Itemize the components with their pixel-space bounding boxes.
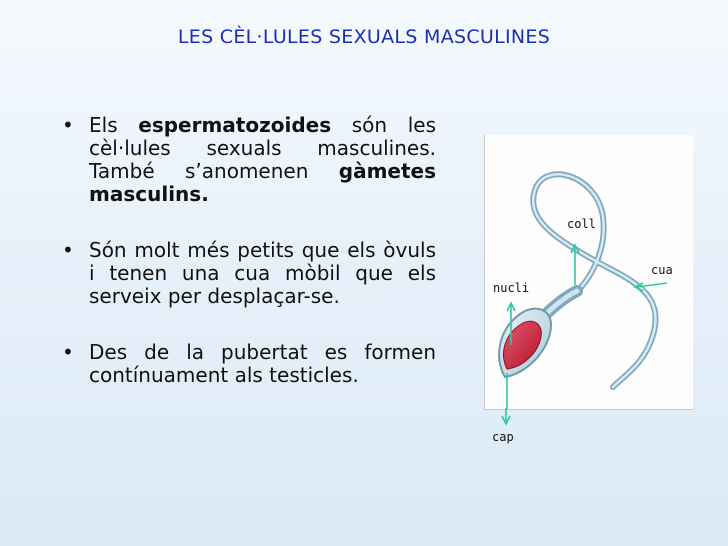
cap-arrow-tail [484,408,514,428]
bullet-text: Des de la pubertat es formen contínuament als testicles. [89,340,436,387]
bullet-item [62,341,436,387]
bullet-text: Els [89,113,139,137]
bullet-marker: • [62,238,74,262]
bullet-marker: • [62,113,74,137]
slide-title: LES CÈL·LULES SEXUALS MASCULINES [177,26,551,48]
label-coll: coll [567,217,596,231]
bullet-bold-term: gàmetes masculins. [89,159,436,206]
label-cap: cap [492,430,514,444]
sperm-figure [484,135,693,410]
sperm-tail-highlight [533,174,655,387]
bullet-list [62,114,436,420]
bullet-bold-term: espermatozoides [138,113,332,137]
sperm-tail [533,174,655,387]
label-nucli: nucli [493,281,530,295]
bullet-text: Són molt més petits que els òvuls i tenen una cua mòbil que els serveix per desplaçar-se. [89,238,436,308]
bullet-item [62,239,436,308]
label-cua: cua [651,263,673,277]
bullet-item [62,114,436,206]
bullet-marker: • [62,340,74,364]
bullet-text: són les cèl·lules sexuals masculines. També s’anomenen [89,113,436,183]
